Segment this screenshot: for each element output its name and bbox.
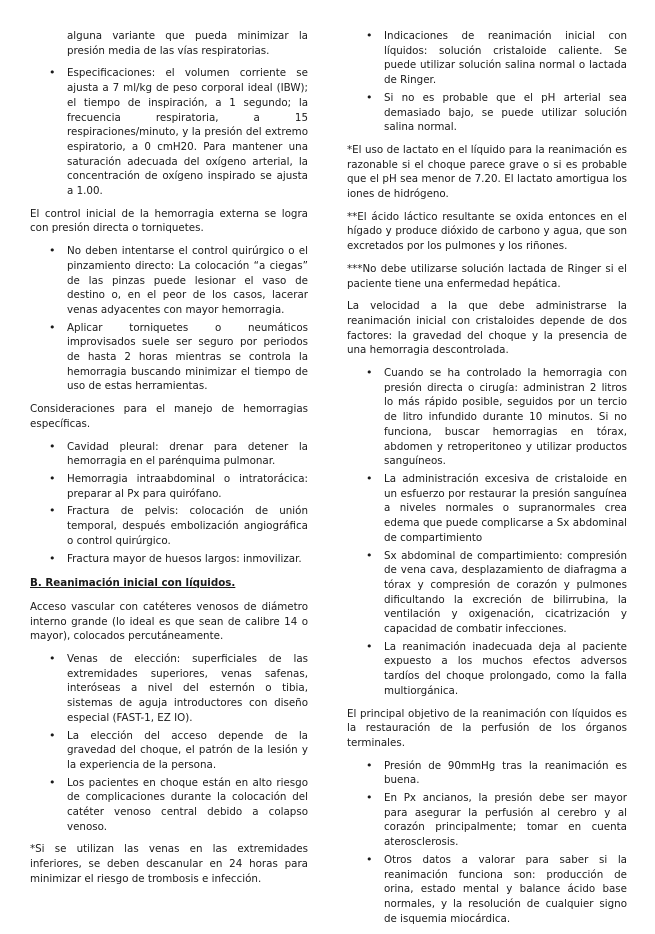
lactate-note: *El uso de lactato en el líquido para la reanimación es razonable si el choque parece grave o si es probable que el pH sea menor de 7.20. El lactato amortigua los iones de hidrógeno. [347, 143, 627, 201]
hemorrhage-control-list [30, 244, 308, 394]
considerations-list [30, 440, 308, 567]
right-column [347, 29, 627, 934]
list-item: • Fractura mayor de huesos largos: inmovilizar. [67, 552, 308, 567]
lower-extremity-note: *Si se utilizan las venas en las extremidades inferiores, se deben descanular en 24 horas para minimizar el riesgo de trombosis e infección. [30, 843, 308, 885]
considerations-paragraph: Consideraciones para el manejo de hemorragias específicas. [30, 403, 308, 430]
continued-bullet-text: alguna variante que pueda minimizar la presión media de las vías respiratorias. [67, 30, 308, 57]
list-item: • Especificaciones: el volumen corriente se ajusta a 7 ml/kg de peso corporal ideal (IBW); el tiempo de inspiración, a 1 segundo; la frecuencia respiratoria, a 15 respiraciones/minuto, y la presión del extremo espiratorio, a 0 cmH20. Para mantener una saturación adecuada del oxígeno arterial, la concentración de oxígeno inspirado se ajusta a 1.00. [67, 66, 308, 198]
list-item: • Fractura de pelvis: colocación de unión temporal, después embolización angiográfica o control quirúrgico. [67, 504, 308, 548]
list-item: • Hemorragia intraabdominal o intratorácica: preparar al Px para quirófano. [67, 472, 308, 501]
list-item: • En Px ancianos, la presión debe ser mayor para asegurar la perfusión al cerebro y al corazón principalmente; tomar en cuenta aterosclerosis. [384, 791, 627, 850]
list-item: • La reanimación inadecuada deja al paciente expuesto a los muchos efectos adversos tardíos del choque prolongado, como la falla multiorgánica. [384, 640, 627, 699]
list-item: • Los pacientes en choque están en alto riesgo de complicaciones durante la colocación del catéter venoso central debido a colapso venoso. [67, 776, 308, 835]
list-item: • Otros datos a valorar para saber si la reanimación funciona son: producción de orina, estado mental y balance ácido base normales, y la resolución de cualquier signo de isquemia miocárdica. [384, 853, 627, 927]
list-item: • Venas de elección: superficiales de las extremidades superiores, venas safenas, interóseas a nivel del esternón o tibia, sistemas de aguja introductores con diseño especial (FAST-1, EZ IO). [67, 652, 308, 726]
objective-list [347, 759, 627, 927]
infusion-rate-list [347, 366, 627, 698]
section-heading: B. Reanimación inicial con líquidos. [30, 577, 236, 590]
lactic-acid-note: **El ácido láctico resultante se oxida entonces en el hígado y produce dióxido de carbono y agua, que son excretados por los pulmones y los riñones. [347, 210, 627, 253]
list-item: • Si no es probable que el pH arterial sea demasiado bajo, se puede utilizar solución salina normal. [384, 91, 627, 135]
ringer-note: ***No debe utilizarse solución lactada de Ringer si el paciente tiene una enfermedad hepática. [347, 262, 627, 290]
ventilation-list [30, 66, 308, 198]
left-column [30, 29, 308, 895]
vascular-access-paragraph: Acceso vascular con catéteres venosos de diámetro interno grande (lo ideal es que sean de calibre 14 o mayor), colocados percutáneamente. [30, 600, 308, 643]
list-item: • Sx abdominal de compartimiento: compresión de vena cava, desplazamiento de diafragma a tórax y compresión de corazón y pulmones dificultando la excreción de bilirrubina, la ventilación y oxigenación, cicatrización y capacidad de combatir infecciones. [384, 549, 627, 637]
list-item: • Presión de 90mmHg tras la reanimación es buena. [384, 759, 627, 788]
list-item: • Cavidad pleural: drenar para detener la hemorragia en el parénquima pulmonar. [67, 440, 308, 469]
list-item: • Indicaciones de reanimación inicial con líquidos: solución cristaloide caliente. Se puede utilizar solución salina normal o lactada de Ringer. [384, 29, 627, 88]
infusion-rate-paragraph: La velocidad a la que debe administrarse la reanimación inicial con cristaloides depende de dos factores: la gravedad del choque y la presencia de una hemorragia descontrolada. [347, 300, 627, 357]
list-item: • La elección del acceso depende de la gravedad del choque, el patrón de la lesión y la experiencia de la persona. [67, 729, 308, 773]
hemorrhage-control-paragraph: El control inicial de la hemorragia externa se logra con presión directa o torniquetes. [30, 207, 308, 235]
vascular-access-list [30, 652, 308, 834]
list-item: • Aplicar torniquetes o neumáticos improvisados suele ser seguro por periodos de hasta 2 horas mientras se controla la hemorragia buscando minimizar el tiempo de uso de estas herramientas. [67, 321, 308, 395]
main-objective-paragraph: El principal objetivo de la reanimación con líquidos es la restauración de la perfusión de los órganos terminales. [347, 707, 627, 749]
list-item: • Cuando se ha controlado la hemorragia con presión directa o cirugía: administran 2 litros lo más rápido posible, seguidos por un tercio de litro infundido durante 10 minutos. Si no funciona, buscar hemorragias en tórax, abdomen y retroperitoneo y utilizar productos sanguíneos. [384, 366, 627, 469]
list-item: • No deben intentarse el control quirúrgico o el pinzamiento directo: La colocación “a ciegas” de las pinzas puede lesionar el vaso de destino o, en el peor de los casos, lacerar venas adyacentes con mayor hemorragia. [67, 244, 308, 318]
fluid-indications-list [347, 29, 627, 135]
list-item: • La administración excesiva de cristaloide en un esfuerzo por restaurar la presión sanguínea a niveles normales o supranormales crea edema que puede complicarse a Sx abdominal de compartimiento [384, 472, 627, 546]
